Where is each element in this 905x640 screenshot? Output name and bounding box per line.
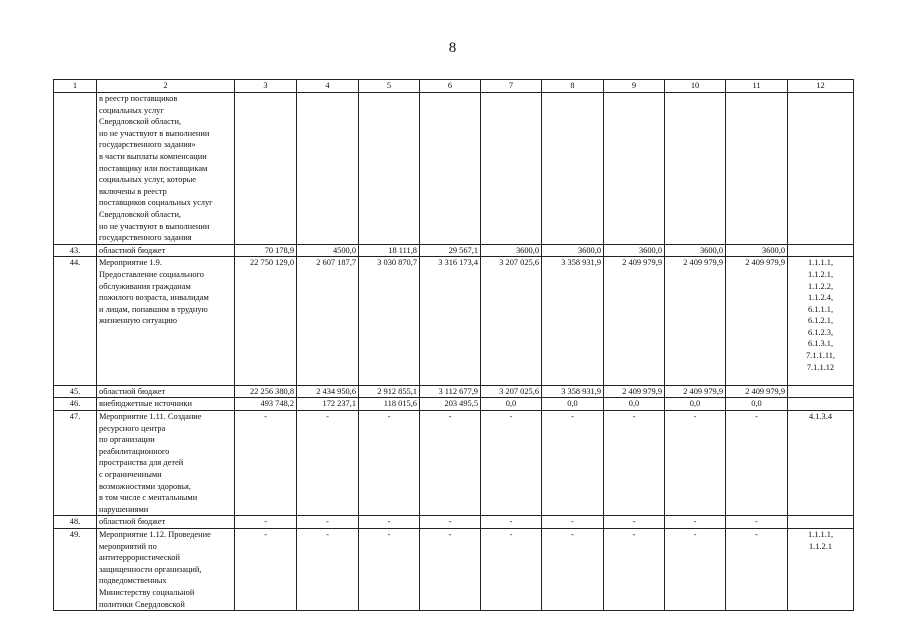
column-header: 10	[665, 80, 726, 93]
description-line	[99, 362, 232, 374]
value-cell: 3 207 025,6	[481, 385, 542, 398]
value-cell: 203 495,5	[420, 398, 481, 411]
description-line: Мероприятие 1.9.	[99, 258, 162, 268]
description-line: социальных услуг, которые	[99, 175, 196, 185]
value-cell: 2 409 979,9	[604, 257, 665, 386]
column-header: 11	[726, 80, 788, 93]
description-line: пожилого возраста, инвалидам	[99, 293, 209, 303]
value-cell: 3600,0	[726, 244, 788, 257]
table-row	[54, 528, 854, 610]
value-cell: -	[542, 516, 604, 529]
reference-line: 7.1.1.11,	[805, 351, 835, 361]
value-cell: -	[235, 528, 297, 610]
table-row	[54, 398, 854, 411]
description-line: ресурсного центра	[99, 423, 166, 433]
value-cell: -	[604, 528, 665, 610]
description-line: антитеррористической	[99, 553, 180, 563]
value-cell: 2 912 855,1	[359, 385, 420, 398]
description-line: Министерству социальной	[99, 587, 195, 597]
reference-line: 6.1.2.1,	[807, 316, 834, 326]
description-line: областной бюджет	[99, 386, 166, 396]
description-line: внебюджетные источники	[99, 399, 192, 409]
description-line: поставщиков социальных услуг	[99, 198, 213, 208]
value-cell: 22 750 129,0	[235, 257, 297, 386]
value-cell: 2 409 979,9	[604, 385, 665, 398]
value-cell: 18 111,8	[359, 244, 420, 257]
target-reference	[788, 528, 854, 610]
description-line	[99, 373, 232, 385]
description-line: государственного задания	[99, 233, 192, 243]
row-description	[97, 257, 235, 386]
value-cell: 118 015,6	[359, 398, 420, 411]
reference-line: 7.1.1.12	[806, 362, 835, 372]
description-line: политики Свердловской	[99, 599, 185, 609]
value-cell: 3 207 025,6	[481, 257, 542, 386]
value-cell	[481, 93, 542, 245]
target-reference	[788, 385, 854, 398]
value-cell: 3 316 173,4	[420, 257, 481, 386]
description-line: поставщику или поставщикам	[99, 163, 208, 173]
description-line: Предоставление социального	[99, 269, 204, 279]
value-cell: -	[726, 528, 788, 610]
value-cell: 0,0	[542, 398, 604, 411]
description-line: и лицам, попавшим в трудную	[99, 304, 208, 314]
value-cell: 3 030 870,7	[359, 257, 420, 386]
value-cell: -	[481, 411, 542, 516]
row-number: 45.	[54, 385, 97, 398]
table-row	[54, 244, 854, 257]
value-cell: -	[297, 528, 359, 610]
reference-line: 1.1.2.2,	[807, 281, 834, 291]
value-cell: -	[726, 411, 788, 516]
value-cell: -	[604, 411, 665, 516]
value-cell	[726, 93, 788, 245]
row-description	[97, 411, 235, 516]
value-cell: -	[297, 516, 359, 529]
description-line: нарушениями	[99, 504, 149, 514]
value-cell: 2 434 950,6	[297, 385, 359, 398]
target-reference	[788, 411, 854, 516]
value-cell: 70 178,9	[235, 244, 297, 257]
column-header: 1	[54, 80, 97, 93]
row-description	[97, 244, 235, 257]
value-cell: 2 607 187,7	[297, 257, 359, 386]
target-reference	[788, 516, 854, 529]
description-line: мероприятий по	[99, 541, 157, 551]
description-line: областной бюджет	[99, 517, 166, 527]
description-line: государственного задания»	[99, 140, 196, 150]
value-cell: 3600,0	[665, 244, 726, 257]
column-header: 5	[359, 80, 420, 93]
description-line: но не участвуют в выполнении	[99, 221, 210, 231]
value-cell	[297, 93, 359, 245]
description-line: но не участвуют в выполнении	[99, 128, 210, 138]
reference-line: 1.1.1.1,	[807, 529, 834, 539]
column-number-row	[54, 80, 854, 93]
value-cell: 3 112 677,9	[420, 385, 481, 398]
description-line: включены в реестр	[99, 186, 167, 196]
target-reference	[788, 398, 854, 411]
value-cell: -	[481, 516, 542, 529]
value-cell: -	[542, 528, 604, 610]
value-cell	[604, 93, 665, 245]
description-line	[99, 327, 232, 339]
reference-line: 1.1.1.1,	[807, 258, 834, 268]
description-line: в том числе с ментальными	[99, 493, 198, 503]
row-number: 47.	[54, 411, 97, 516]
reference-line: 6.1.1.1,	[807, 304, 834, 314]
target-reference	[788, 257, 854, 386]
value-cell: -	[359, 528, 420, 610]
value-cell: 3600,0	[481, 244, 542, 257]
value-cell: -	[235, 516, 297, 529]
value-cell: -	[235, 411, 297, 516]
table-row	[54, 411, 854, 516]
value-cell: -	[297, 411, 359, 516]
description-line: жизненную ситуацию	[99, 316, 178, 326]
value-cell: -	[481, 528, 542, 610]
value-cell: -	[604, 516, 665, 529]
description-line: социальных услуг	[99, 105, 164, 115]
row-number: 48.	[54, 516, 97, 529]
row-description	[97, 385, 235, 398]
reference-line: 1.1.2.1,	[807, 269, 834, 279]
description-line: Свердловской области,	[99, 117, 182, 127]
column-header: 2	[97, 80, 235, 93]
value-cell: 29 567,1	[420, 244, 481, 257]
row-description	[97, 398, 235, 411]
description-line: защищенности организаций,	[99, 564, 202, 574]
row-number: 43.	[54, 244, 97, 257]
row-description	[97, 528, 235, 610]
description-line: с ограниченными	[99, 470, 162, 479]
value-cell: 3 358 931,9	[542, 257, 604, 386]
column-header: 4	[297, 80, 359, 93]
reference-line: 1.1.2.1	[808, 541, 833, 551]
reference-line: 1.1.2.4,	[807, 293, 834, 303]
value-cell: 493 748,2	[235, 398, 297, 411]
description-line: в части выплаты компенсации	[99, 151, 207, 161]
description-line	[99, 350, 232, 362]
description-line: Мероприятие 1.12. Проведение	[99, 529, 211, 539]
column-header: 12	[788, 80, 854, 93]
financing-table	[53, 79, 854, 611]
column-header: 6	[420, 80, 481, 93]
table-row	[54, 257, 854, 386]
description-line: в реестр поставщиков	[99, 94, 178, 103]
column-header: 9	[604, 80, 665, 93]
value-cell: 3600,0	[604, 244, 665, 257]
column-header: 3	[235, 80, 297, 93]
value-cell: 3 358 931,9	[542, 385, 604, 398]
target-reference	[788, 244, 854, 257]
value-cell: 2 409 979,9	[726, 257, 788, 386]
value-cell	[665, 93, 726, 245]
table-row	[54, 516, 854, 529]
value-cell: 4500,0	[297, 244, 359, 257]
column-header: 7	[481, 80, 542, 93]
row-description	[97, 516, 235, 529]
value-cell: -	[542, 411, 604, 516]
column-header: 8	[542, 80, 604, 93]
value-cell: 22 256 380,8	[235, 385, 297, 398]
description-line: возможностями здоровья,	[99, 481, 191, 491]
description-line: Мероприятие 1.11. Создание	[99, 412, 202, 422]
description-line: реабилитационного	[99, 446, 170, 456]
description-line: по организации	[99, 435, 155, 445]
value-cell: 172 237,1	[297, 398, 359, 411]
value-cell: 2 409 979,9	[665, 257, 726, 386]
value-cell: -	[359, 411, 420, 516]
value-cell: -	[420, 528, 481, 610]
row-number: 46.	[54, 398, 97, 411]
description-line: областной бюджет	[99, 245, 166, 255]
value-cell: -	[665, 528, 726, 610]
description-line: обслуживания гражданам	[99, 281, 191, 291]
value-cell: -	[665, 411, 726, 516]
description-line	[99, 338, 232, 350]
value-cell	[359, 93, 420, 245]
value-cell: -	[420, 516, 481, 529]
value-cell: -	[359, 516, 420, 529]
reference-line: 4.1.3.4	[808, 412, 833, 422]
value-cell: 0,0	[481, 398, 542, 411]
value-cell: 2 409 979,9	[665, 385, 726, 398]
value-cell	[542, 93, 604, 245]
value-cell	[235, 93, 297, 245]
table-row	[54, 93, 854, 245]
value-cell: 3600,0	[542, 244, 604, 257]
value-cell: -	[726, 516, 788, 529]
description-line: пространства для детей	[99, 458, 184, 468]
reference-line: 6.1.2.3,	[807, 327, 834, 337]
value-cell: 0,0	[665, 398, 726, 411]
value-cell: 2 409 979,9	[726, 385, 788, 398]
value-cell	[420, 93, 481, 245]
row-description	[97, 93, 235, 245]
description-line: подведомственных	[99, 576, 167, 586]
target-reference	[788, 93, 854, 245]
reference-line: 6.1.3.1,	[807, 339, 834, 349]
description-line: Свердловской области,	[99, 209, 182, 219]
table-row	[54, 385, 854, 398]
row-number: 44.	[54, 257, 97, 386]
value-cell: -	[665, 516, 726, 529]
page-number: 8	[448, 40, 457, 56]
row-number	[54, 93, 97, 245]
value-cell: 0,0	[726, 398, 788, 411]
value-cell: -	[420, 411, 481, 516]
value-cell: 0,0	[604, 398, 665, 411]
row-number: 49.	[54, 528, 97, 610]
